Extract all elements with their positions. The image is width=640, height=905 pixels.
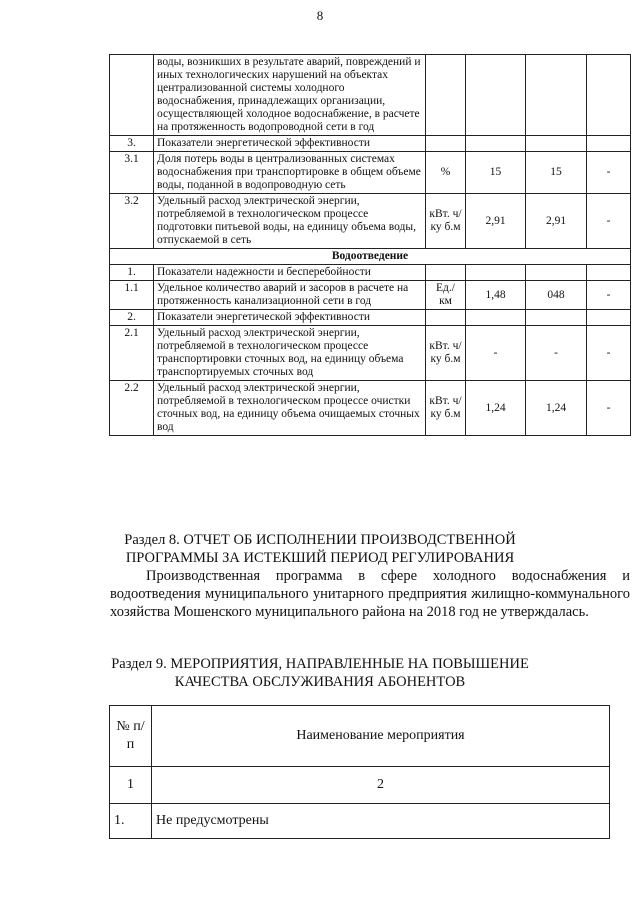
row-number: 3.1 bbox=[110, 152, 154, 194]
row-value-1 bbox=[466, 310, 526, 326]
row-number: 1. bbox=[110, 265, 154, 281]
row-number: 2.2 bbox=[110, 381, 154, 436]
measures-header-row bbox=[110, 706, 610, 767]
row-indicator-name: воды, возникших в результате аварий, повреждений и иных технологических нарушений на объектах централизованной системы холодного водоснабжения, принадлежащих организации, осуществляющей холодное водоснабжение, в расчете на протяженность водопроводной сети в год bbox=[154, 55, 426, 136]
row-value-2: 15 bbox=[526, 152, 587, 194]
row-value-3 bbox=[587, 265, 631, 281]
table-section-row bbox=[110, 249, 631, 265]
measures-row-name: Не предусмотрены bbox=[152, 804, 610, 839]
row-number: 1.1 bbox=[110, 281, 154, 310]
table-row bbox=[110, 152, 631, 194]
row-unit: кВт. ч/ку б.м bbox=[426, 381, 466, 436]
row-number: 2. bbox=[110, 310, 154, 326]
row-value-1: 1,48 bbox=[466, 281, 526, 310]
table-row bbox=[110, 381, 631, 436]
section9-title-line2: КАЧЕСТВА ОБСЛУЖИВАНИЯ АБОНЕНТОВ bbox=[174, 674, 466, 690]
row-value-3: - bbox=[587, 281, 631, 310]
row-value-2 bbox=[526, 136, 587, 152]
row-number bbox=[110, 55, 154, 136]
measures-index-name: 2 bbox=[152, 767, 610, 804]
indicators-table bbox=[109, 54, 631, 436]
page-number: 8 bbox=[316, 8, 324, 23]
row-value-2: 2,91 bbox=[526, 194, 587, 249]
row-value-1: 1,24 bbox=[466, 381, 526, 436]
row-indicator-name: Удельный расход электрической энергии, потребляемой в технологическом процессе транспортировки сточных вод, на единицу объема транспортируемых сточных вод bbox=[154, 326, 426, 381]
row-unit: кВт. ч/ку б.м bbox=[426, 194, 466, 249]
row-value-2: 1,24 bbox=[526, 381, 587, 436]
table-row bbox=[110, 265, 631, 281]
table-row bbox=[110, 136, 631, 152]
section9-title-line1: Раздел 9. МЕРОПРИЯТИЯ, НАПРАВЛЕННЫЕ НА ПОВЫШЕНИЕ bbox=[111, 656, 529, 672]
row-value-1 bbox=[466, 265, 526, 281]
table-row bbox=[110, 310, 631, 326]
row-unit: кВт. ч/ку б.м bbox=[426, 326, 466, 381]
measures-index-row bbox=[110, 767, 610, 804]
row-value-1: 15 bbox=[466, 152, 526, 194]
measures-header-num: № п/п bbox=[110, 706, 152, 767]
row-value-1 bbox=[466, 55, 526, 136]
row-value-3: - bbox=[587, 326, 631, 381]
section-title: Водоотведение bbox=[110, 249, 631, 265]
row-value-3: - bbox=[587, 381, 631, 436]
row-unit: % bbox=[426, 152, 466, 194]
row-indicator-name: Показатели надежности и бесперебойности bbox=[154, 265, 426, 281]
row-number: 2.1 bbox=[110, 326, 154, 381]
table-row bbox=[110, 326, 631, 381]
measures-header-name: Наименование мероприятия bbox=[152, 706, 610, 767]
table-row bbox=[110, 194, 631, 249]
measures-table bbox=[109, 705, 610, 839]
row-value-2 bbox=[526, 55, 587, 136]
row-indicator-name: Показатели энергетической эффективности bbox=[154, 136, 426, 152]
row-value-3 bbox=[587, 136, 631, 152]
row-value-3 bbox=[587, 55, 631, 136]
row-value-3: - bbox=[587, 152, 631, 194]
row-value-1: 2,91 bbox=[466, 194, 526, 249]
row-value-1 bbox=[466, 136, 526, 152]
row-indicator-name: Удельный расход электрической энергии, потребляемой в технологическом процессе подготовки питьевой воды, на единицу объема воды, отпускаемой в сеть bbox=[154, 194, 426, 249]
row-value-2 bbox=[526, 310, 587, 326]
row-indicator-name: Удельное количество аварий и засоров в расчете на протяженность канализационной сети в год bbox=[154, 281, 426, 310]
row-unit bbox=[426, 265, 466, 281]
row-indicator-name: Доля потерь воды в централизованных системах водоснабжения при транспортировке в общем объеме воды, поданной в водопроводную сеть bbox=[154, 152, 426, 194]
row-value-3 bbox=[587, 310, 631, 326]
row-unit: Ед./ км bbox=[426, 281, 466, 310]
row-indicator-name: Удельный расход электрической энергии, потребляемой в технологическом процессе очистки сточных вод, на единицу объема очищаемых сточных вод bbox=[154, 381, 426, 436]
measures-index-num: 1 bbox=[110, 767, 152, 804]
measures-row-num: 1. bbox=[110, 804, 152, 839]
row-unit bbox=[426, 55, 466, 136]
row-number: 3. bbox=[110, 136, 154, 152]
row-value-1: - bbox=[466, 326, 526, 381]
row-value-2 bbox=[526, 265, 587, 281]
row-value-2: - bbox=[526, 326, 587, 381]
row-number: 3.2 bbox=[110, 194, 154, 249]
row-value-2: 048 bbox=[526, 281, 587, 310]
table-row bbox=[110, 281, 631, 310]
section8-paragraph-text: Производственная программа в сфере холодного водоснабжения и водоотведения муниципального унитарного предприятия жилищно-коммунального хозяйства Мошенского муниципального района на 2018 год не утверждалась. bbox=[110, 568, 630, 620]
measures-row bbox=[110, 804, 610, 839]
table-row bbox=[110, 55, 631, 136]
section8-title-line1: Раздел 8. ОТЧЕТ ОБ ИСПОЛНЕНИИ ПРОИЗВОДСТВЕННОЙ bbox=[124, 532, 516, 548]
section8-title-line2: ПРОГРАММЫ ЗА ИСТЕКШИЙ ПЕРИОД РЕГУЛИРОВАНИЯ bbox=[125, 550, 515, 566]
row-unit bbox=[426, 136, 466, 152]
row-indicator-name: Показатели энергетической эффективности bbox=[154, 310, 426, 326]
section8-paragraph bbox=[110, 567, 630, 621]
row-value-3: - bbox=[587, 194, 631, 249]
row-unit bbox=[426, 310, 466, 326]
